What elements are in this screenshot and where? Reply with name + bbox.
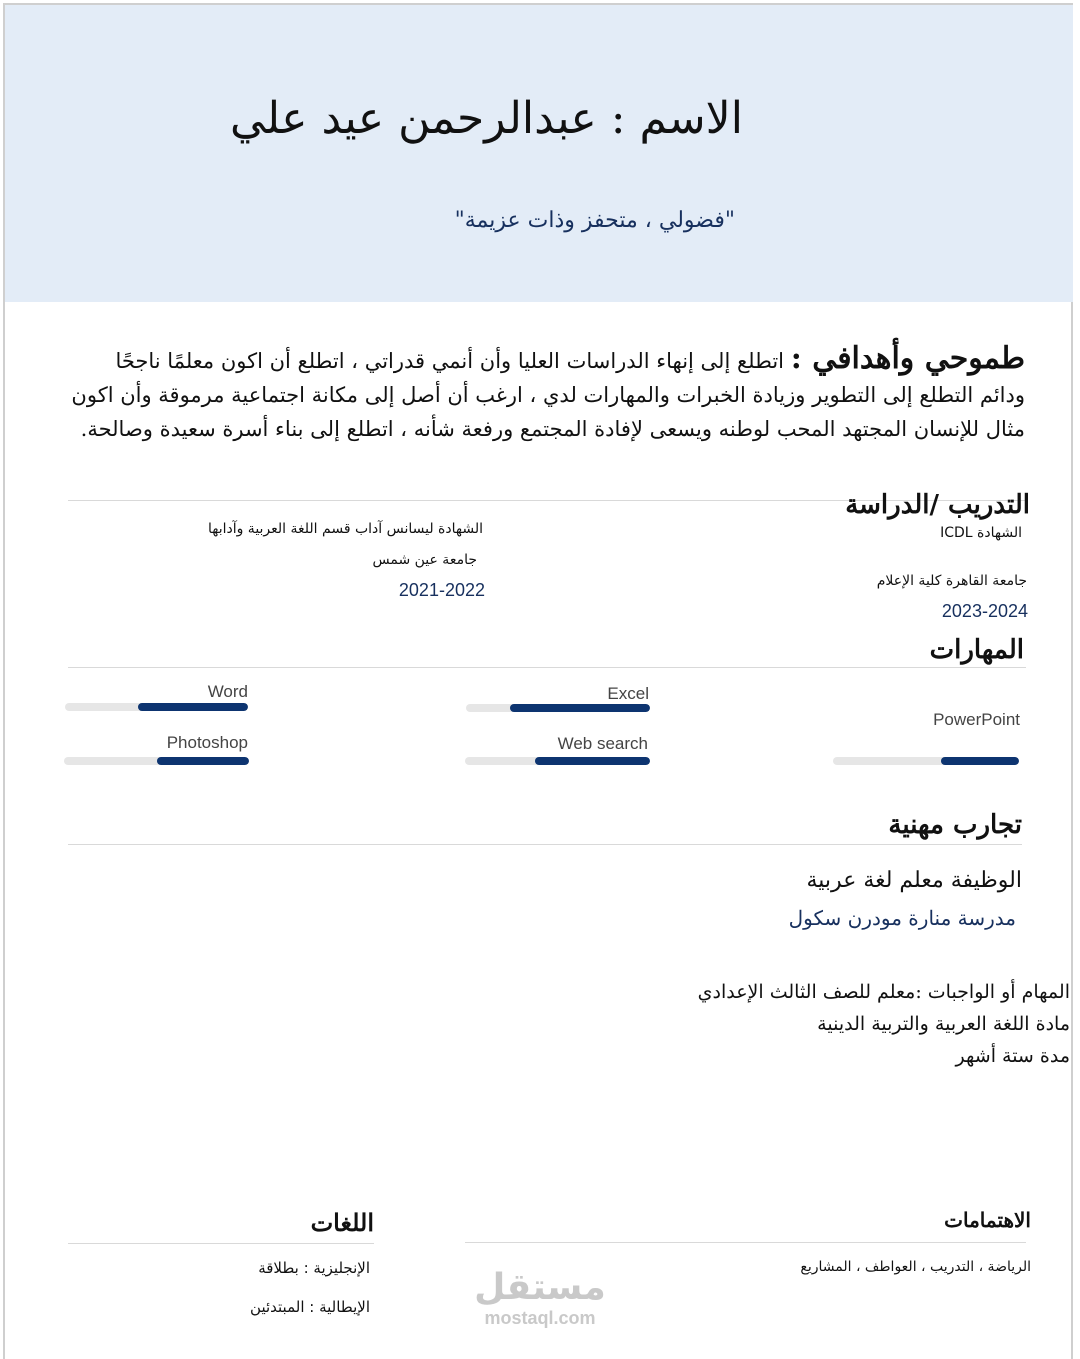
skill-bar-powerpoint [833,757,1019,765]
education-years-2: 2021-2022 [398,580,485,600]
skill-fill-excel [510,704,650,712]
skills-divider [68,667,1026,668]
skill-fill-powerpoint [941,757,1019,765]
education-title: التدريب /الدراسة [845,490,1030,520]
skill-bar-websearch [465,757,650,765]
interests-divider [465,1242,1026,1243]
goals-section [70,342,1025,446]
experience-title: تجارب مهنية [888,810,1022,840]
education-school-1: جامعة القاهرة كلية الإعلام [876,573,1027,589]
education-school-2: جامعة عين شمس [372,552,477,568]
skill-bar-photoshop [64,757,249,765]
skill-label-word: Word [207,682,248,701]
resume-header [5,5,1073,302]
skill-label-photoshop: Photoshop [166,733,248,752]
skill-label-websearch: Web search [557,734,648,753]
candidate-name: الاسم : عبدالرحمن عيد علي [229,93,743,144]
language-item: الإيطالية : المبتدئين [250,1298,370,1316]
duty-line: المهام أو الواجبات :معلم للصف الثالث الإعدادي [697,981,1070,1003]
goals-text: اتطلع إلى إنهاء الدراسات العليا وأن أنمي قدراتي ، اتطلع أن اكون معلمًا ناجحًا ودائم التطلع إلى التطوير وزيادة الخبرات والمهارات لدي ، ارغب أن أصل إلى مكانة اجتماعية مرموقة وأن اكون مثال للإنسان المجتهد المحب لوطنه ويسعى لإفادة المجتمع ورفعة شأنه ، اتطلع إلى بناء أسرة سعيدة وصالحة. [71,349,1025,441]
education-degree-1: الشهادة ICDL [940,525,1022,541]
duty-line: مادة اللغة العربية والتربية الدينية [817,1013,1070,1035]
education-years-1: 2023-2024 [941,601,1028,621]
skill-fill-websearch [535,757,650,765]
interests-title: الاهتمامات [944,1208,1031,1232]
watermark-latin: mostaql.com [484,1308,596,1328]
watermark-arabic: مستقل [474,1267,606,1308]
skills-title: المهارات [929,635,1024,665]
language-item: الإنجليزية : بطلاقة [258,1259,370,1277]
skill-fill-word [138,703,248,711]
languages-title: اللغات [310,1208,374,1237]
goals-title: طموحي وأهدافي : [790,341,1025,376]
tagline: "فضولي ، متحفز وذات عزيمة" [454,208,735,233]
job-title: الوظيفة معلم لغة عربية [806,868,1022,893]
interests-text: الرياضة ، التدريب ، العواطف ، المشاريع [800,1259,1031,1275]
skill-label-powerpoint: PowerPoint [933,710,1020,729]
duty-line: مدة ستة أشهر [955,1045,1070,1067]
skill-bar-excel [466,704,650,712]
languages-divider [68,1243,374,1244]
duties-list [698,976,1070,1072]
education-degree-2: الشهادة ليسانس آداب قسم اللغة العربية وآدابها [207,521,483,537]
company-name: مدرسة منارة مودرن سكول [788,906,1016,930]
skill-label-excel: Excel [607,684,649,703]
experience-divider [68,844,1022,845]
watermark-logo [470,1268,610,1328]
skill-fill-photoshop [157,757,250,765]
skill-bar-word [65,703,248,711]
